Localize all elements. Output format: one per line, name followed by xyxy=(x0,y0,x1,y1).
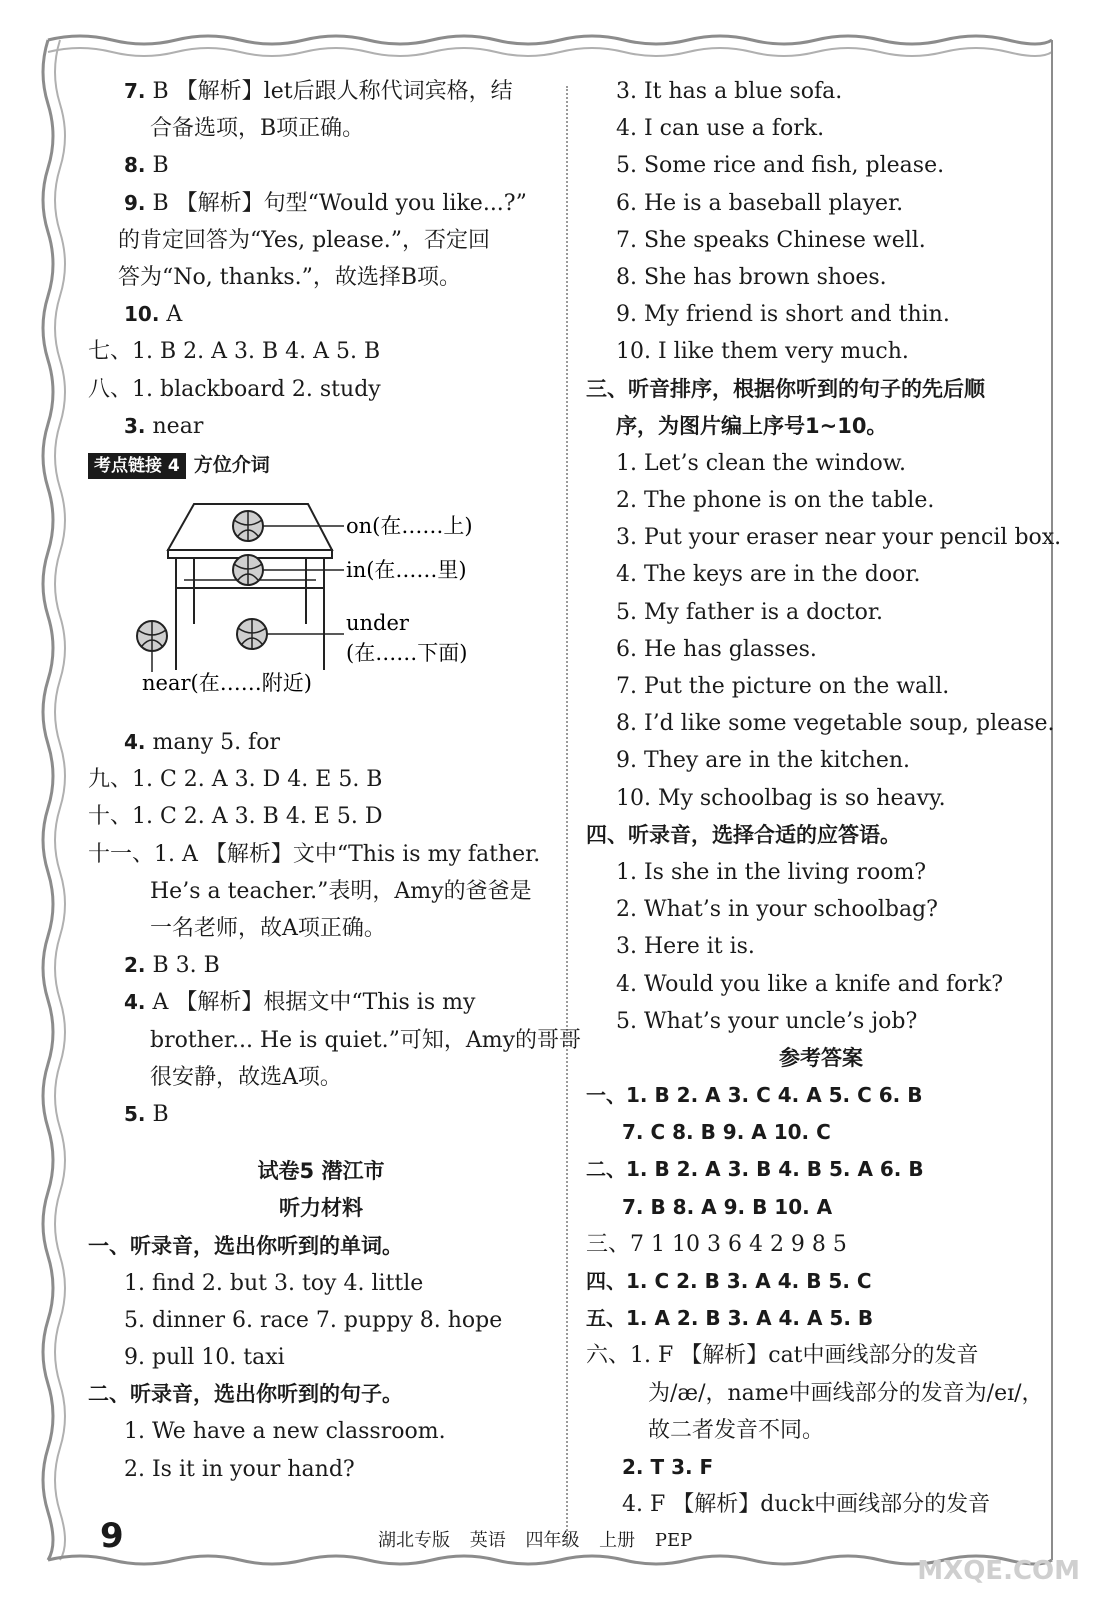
text-line xyxy=(88,1059,554,1096)
line-text: A xyxy=(159,302,183,328)
text-line xyxy=(586,1337,1056,1374)
text-line xyxy=(88,259,554,296)
text-line xyxy=(586,1077,1056,1114)
text-line xyxy=(586,1189,1056,1226)
preposition-diagram xyxy=(88,484,554,724)
line-text: 4. I can use a fork. xyxy=(616,116,825,142)
listening-title: 听力材料 xyxy=(279,1196,363,1221)
text-line xyxy=(586,556,1056,593)
text-line xyxy=(88,947,554,984)
line-text: 四、1. C 2. B 3. A 4. B 5. C xyxy=(586,1269,872,1293)
topic-link-tag: 考点链接 4 xyxy=(88,453,186,479)
line-text: 7. She speaks Chinese well. xyxy=(616,227,926,253)
ball-on-icon xyxy=(233,511,263,541)
line-text: A 【解析】根据文中“This is my xyxy=(145,990,476,1016)
text-line xyxy=(88,1376,554,1413)
item-number: 10. xyxy=(124,302,160,327)
text-line xyxy=(88,1228,554,1265)
line-text: 4. Would you like a knife and fork? xyxy=(616,971,1004,997)
item-number: 2. xyxy=(124,953,146,978)
text-line xyxy=(88,333,554,370)
line-text: 3. Here it is. xyxy=(616,934,755,960)
line-text: 合备选项，B项正确。 xyxy=(150,116,365,142)
right-lines xyxy=(586,73,1062,1523)
left-column xyxy=(88,73,582,1488)
line-text: 2. The phone is on the table. xyxy=(616,488,935,514)
line-text: 9. My friend is short and thin. xyxy=(616,302,950,328)
line-text: 的肯定回答为“Yes, please.”，否定回 xyxy=(118,227,490,253)
text-line xyxy=(586,1449,1056,1486)
line-text: 十、1. C 2. A 3. B 4. E 5. D xyxy=(88,804,383,830)
text-line xyxy=(586,1263,1056,1300)
text-line xyxy=(88,147,554,184)
line-text: 参考答案 xyxy=(779,1045,863,1070)
text-line xyxy=(586,482,1056,519)
line-text: near xyxy=(145,413,204,439)
text-line xyxy=(88,798,554,835)
text-line xyxy=(88,296,554,333)
right-column xyxy=(586,73,1062,1523)
text-line xyxy=(88,724,554,761)
table-illustration xyxy=(88,484,554,724)
text-line xyxy=(586,296,1056,333)
text-line xyxy=(88,1302,554,1339)
ball-near-icon xyxy=(137,621,167,651)
item-number: 3. xyxy=(124,413,146,438)
label-in: in(在……里) xyxy=(346,558,467,583)
line-text: 5. Some rice and fish, please. xyxy=(616,153,945,179)
text-line xyxy=(586,222,1056,259)
line-text: 1. find 2. but 3. toy 4. little xyxy=(124,1270,424,1296)
item-number: 4. xyxy=(124,730,146,755)
line-text: many 5. for xyxy=(145,730,280,756)
line-text: 8. I’d like some vegetable soup, please. xyxy=(616,711,1055,737)
label-under: under xyxy=(346,611,409,636)
line-text: brother... He is quiet.”可知，Amy的哥哥 xyxy=(150,1027,582,1053)
label-under-cn: (在……下面) xyxy=(346,641,468,666)
text-line xyxy=(586,966,1056,1003)
text-line xyxy=(88,371,554,408)
line-text: 6. He is a baseball player. xyxy=(616,190,904,216)
text-line xyxy=(586,817,1056,854)
text-line xyxy=(586,73,1056,110)
page-footer xyxy=(78,1516,1028,1566)
text-line xyxy=(88,1413,554,1450)
line-text: 很安静，故选A项。 xyxy=(150,1064,342,1090)
line-text: 7. B 8. A 9. B 10. A xyxy=(622,1194,833,1219)
text-line xyxy=(88,110,554,147)
text-line xyxy=(88,222,554,259)
text-line xyxy=(88,1451,554,1488)
line-text: 4. The keys are in the door. xyxy=(616,562,921,588)
footer-info: 湖北专版 英语 四年级 上册 PEP xyxy=(378,1530,693,1551)
text-line xyxy=(586,780,1056,817)
text-line xyxy=(586,1412,1056,1449)
text-line xyxy=(586,333,1056,370)
line-text: 答为“No, thanks.”，故选择B项。 xyxy=(118,264,462,290)
line-text: 9. They are in the kitchen. xyxy=(616,748,911,774)
text-line xyxy=(88,1339,554,1376)
ball-under-icon xyxy=(237,619,267,649)
line-text: 1. Is she in the living room? xyxy=(616,859,927,885)
watermark: MXQE.COM xyxy=(917,1556,1080,1586)
line-text: 一、听录音，选出你听到的单词。 xyxy=(88,1233,403,1258)
text-line xyxy=(88,836,554,873)
text-line xyxy=(586,519,1062,556)
line-text: 10. My schoolbag is so heavy. xyxy=(616,785,946,811)
text-line xyxy=(88,873,554,910)
line-text: 3. It has a blue sofa. xyxy=(616,79,843,104)
line-text: 序，为图片编上序号1~10。 xyxy=(616,413,888,438)
text-line xyxy=(586,1375,1056,1412)
text-line xyxy=(586,185,1056,222)
line-text: 一名老师，故A项正确。 xyxy=(150,916,386,941)
line-text: 五、1. A 2. B 3. A 4. A 5. B xyxy=(586,1306,874,1331)
text-line xyxy=(586,1114,1056,1151)
text-line xyxy=(586,631,1056,668)
line-text: 六、1. F 【解析】cat中画线部分的发音 xyxy=(586,1343,979,1369)
line-text: B 3. B xyxy=(145,953,220,979)
item-number: 8. xyxy=(124,153,146,178)
line-text: B 【解析】let后跟人称代词宾格，结 xyxy=(145,79,513,104)
text-line xyxy=(586,1226,1056,1263)
item-number: 7. xyxy=(124,79,146,103)
label-on: on(在……上) xyxy=(346,514,473,539)
text-line xyxy=(88,185,554,222)
text-line xyxy=(586,445,1056,482)
text-line xyxy=(586,594,1056,631)
text-line xyxy=(586,705,1056,742)
text-line xyxy=(586,854,1056,891)
text-line xyxy=(586,742,1056,779)
label-near: near(在……附近) xyxy=(142,671,312,696)
line-text: 5. My father is a doctor. xyxy=(616,599,883,625)
line-text: 7. Put the picture on the wall. xyxy=(616,674,950,699)
left-answer-lines xyxy=(88,73,554,445)
line-text: 6. He has glasses. xyxy=(616,636,817,662)
text-line xyxy=(586,371,1056,408)
line-text: 8. She has brown shoes. xyxy=(616,264,887,290)
line-text: 三、7 1 10 3 6 4 2 9 8 5 xyxy=(586,1231,847,1257)
text-line xyxy=(88,910,554,947)
line-text: 1. We have a new classroom. xyxy=(124,1419,446,1445)
text-line xyxy=(88,1096,554,1133)
listening-material-lines xyxy=(88,1228,554,1488)
line-text: 故二者发音不同。 xyxy=(648,1417,825,1443)
line-text: 2. Is it in your hand? xyxy=(124,1456,355,1482)
line-text: 2. T 3. F xyxy=(622,1454,714,1479)
text-line xyxy=(88,1022,582,1059)
text-line xyxy=(586,408,1056,445)
topic-link-title: 方位介词 xyxy=(193,454,270,477)
text-line xyxy=(586,147,1056,184)
line-text: 二、1. B 2. A 3. B 4. B 5. A 6. B xyxy=(586,1157,924,1182)
line-text: 10. I like them very much. xyxy=(616,339,909,365)
text-line xyxy=(586,259,1056,296)
line-text: B 【解析】句型“Would you like...?” xyxy=(145,190,527,216)
line-text: 七、1. B 2. A 3. B 4. A 5. B xyxy=(88,339,381,365)
text-line xyxy=(88,73,554,110)
line-text: 八、1. blackboard 2. study xyxy=(88,376,381,402)
line-text: B xyxy=(145,1101,169,1127)
text-line xyxy=(88,408,554,445)
line-text: 一、1. B 2. A 3. C 4. A 5. C 6. B xyxy=(586,1083,923,1108)
line-text: 5. What’s your uncle’s job? xyxy=(616,1008,918,1034)
line-text: 4. F 【解析】duck中画线部分的发音 xyxy=(622,1492,991,1518)
text-line xyxy=(88,761,554,798)
page-number: 9 xyxy=(100,1516,124,1556)
line-text: 十一、1. A 【解析】文中“This is my father. xyxy=(88,841,541,867)
topic-link-header xyxy=(88,447,554,484)
text-line xyxy=(586,1040,1056,1077)
text-line xyxy=(586,1300,1056,1337)
line-text: 3. Put your eraser near your pencil box. xyxy=(616,525,1062,551)
text-line xyxy=(586,668,1056,705)
text-line xyxy=(586,928,1056,965)
text-line xyxy=(586,110,1056,147)
text-line xyxy=(586,1003,1056,1040)
line-text: 7. C 8. B 9. A 10. C xyxy=(622,1120,831,1145)
item-number: 4. xyxy=(124,990,146,1015)
line-text: He’s a teacher.”表明，Amy的爸爸是 xyxy=(150,878,532,904)
item-number: 5. xyxy=(124,1101,146,1126)
line-text: 为/æ/，name中画线部分的发音为/eɪ/， xyxy=(648,1380,1044,1406)
line-text: 2. What’s in your schoolbag? xyxy=(616,897,938,923)
text-line xyxy=(586,891,1056,928)
item-number: 9. xyxy=(124,190,146,215)
text-line xyxy=(88,984,554,1021)
column-divider xyxy=(566,86,568,1546)
line-text: 9. pull 10. taxi xyxy=(124,1345,285,1371)
left-answer-lines-2 xyxy=(88,724,582,1133)
line-text: B xyxy=(145,153,169,179)
line-text: 四、听录音，选择合适的应答语。 xyxy=(586,822,901,847)
line-text: 三、听音排序，根据你听到的句子的先后顺 xyxy=(586,376,985,401)
ball-in-icon xyxy=(233,555,263,585)
text-line xyxy=(586,1151,1056,1188)
line-text: 5. dinner 6. race 7. puppy 8. hope xyxy=(124,1307,503,1333)
text-line xyxy=(88,1265,554,1302)
line-text: 1. Let’s clean the window. xyxy=(616,450,906,476)
exam-title: 试卷5 潜江市 xyxy=(257,1159,385,1184)
line-text: 九、1. C 2. A 3. D 4. E 5. B xyxy=(88,767,383,793)
line-text: 二、听录音，选出你听到的句子。 xyxy=(88,1382,403,1407)
